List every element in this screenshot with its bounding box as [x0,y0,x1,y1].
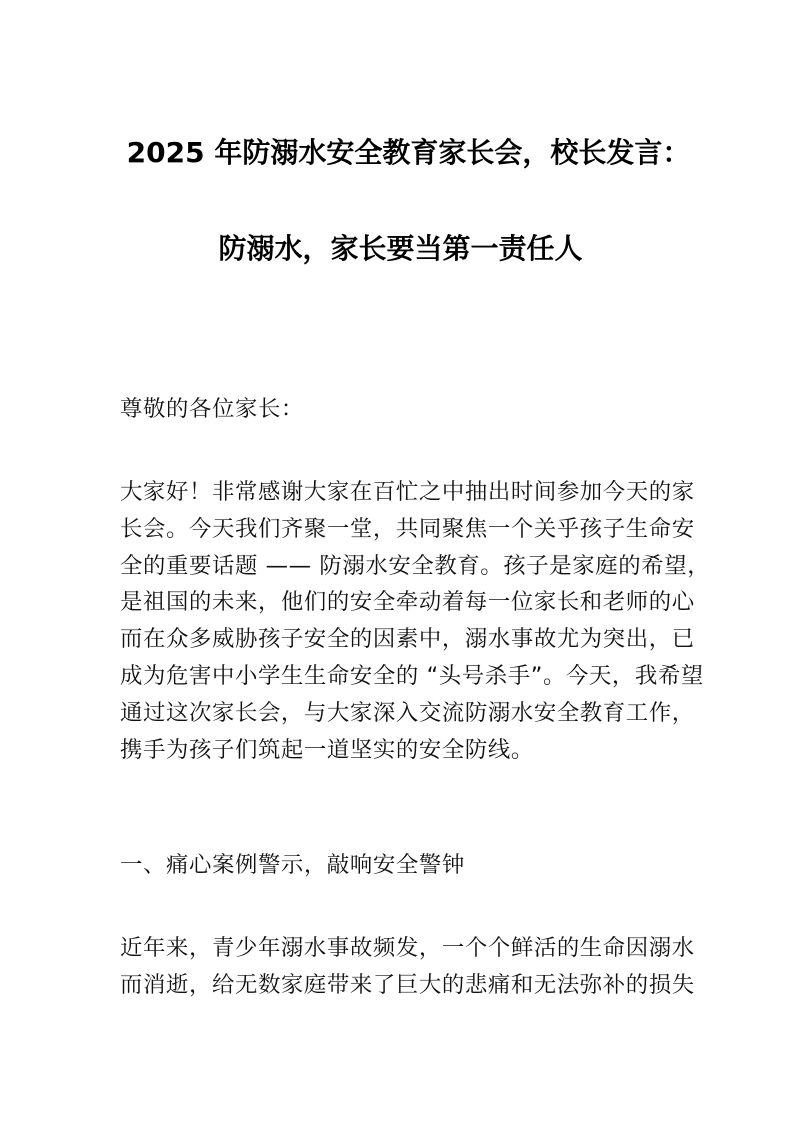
section-heading-text: 一、痛心案例警示，敲响安全警钟 [120,852,465,878]
section-heading [120,847,680,884]
document-title: 2025 年防溺水安全教育家长会，校长发言： [126,136,691,169]
greeting-text: 尊敬的各位家长： [120,396,304,422]
paragraph-line: 通过这次家长会，与大家深入交流防溺水安全教育工作， [120,699,695,726]
paragraph-line: 全的重要话题 —— 防溺水安全教育。孩子是家庭的希望， [120,552,711,579]
paragraph-line: 长会。今天我们齐聚一堂，共同聚焦一个关乎孩子生命安 [120,515,695,542]
paragraph-line: 大家好！非常感谢大家在百忙之中抽出时间参加今天的家 [120,479,695,505]
paragraph-intro [120,474,711,768]
document-subtitle: 防溺水，家长要当第一责任人 [218,232,583,265]
paragraph-line: 而在众多威胁孩子安全的因素中，溺水事故尤为突出，已 [120,626,695,653]
paragraph-cases [120,930,695,1004]
paragraph-line: 是祖国的未来，他们的安全牵动着每一位家长和老师的心 [120,589,695,616]
paragraph-line: 而消逝，给无数家庭带来了巨大的悲痛和无法弥补的损失 [120,971,695,998]
paragraph-line: 成为危害中小学生生命安全的 “头号杀手”。今天，我希望 [120,662,704,689]
paragraph-line: 近年来，青少年溺水事故频发，一个个鲜活的生命因溺水 [120,935,695,961]
greeting [120,391,680,428]
paragraph-line: 携手为孩子们筑起一道坚实的安全防线。 [120,736,534,763]
